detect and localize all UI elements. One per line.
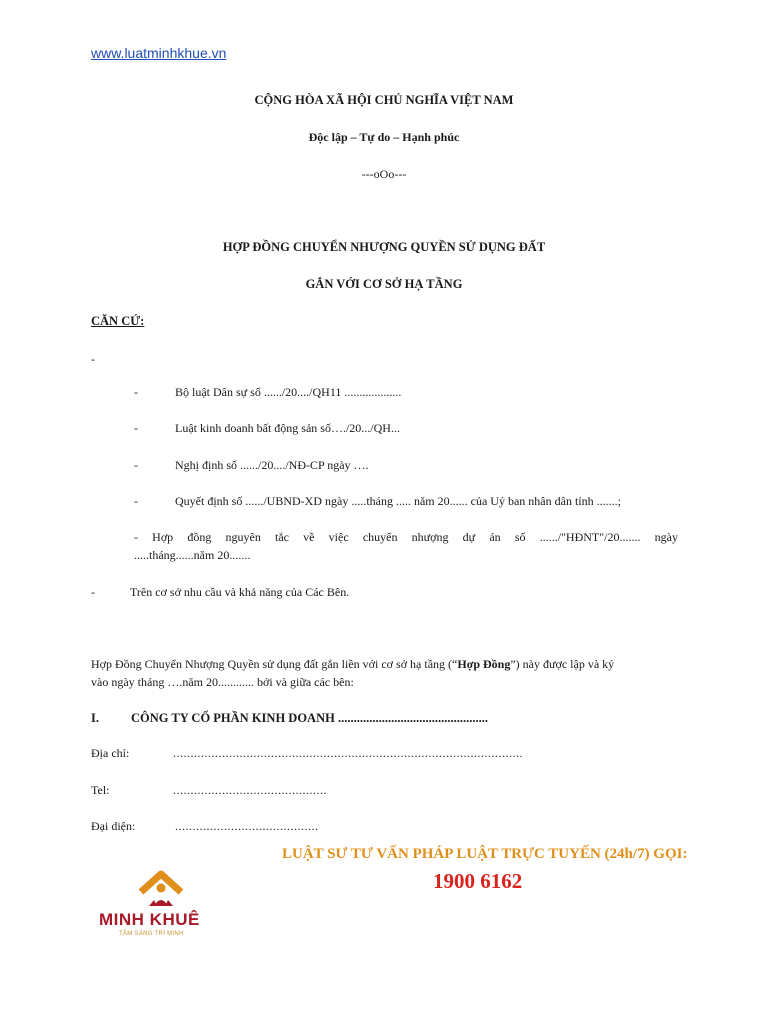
contract-title-line1: HỢP ĐỒNG CHUYỂN NHƯỢNG QUYỀN SỬ DỤNG ĐẤT: [222, 240, 546, 254]
basis-heading: CĂN CỨ:: [91, 314, 145, 328]
logo-name: MINH KHUÊ: [99, 910, 200, 929]
party-name: CÔNG TY CỔ PHẦN KINH DOANH ................................................: [131, 711, 488, 725]
contract-title-line2: GẮN VỚI CƠ SỞ HẠ TẦNG: [305, 277, 463, 291]
nation-title: CỘNG HÒA XÃ HỘI CHỦ NGHĨA VIỆT NAM: [254, 93, 514, 107]
address-value: ....................................................................................................: [173, 746, 523, 760]
list-item: Quyết định số ....../UBND-XD ngày .....tháng ..... năm 20...... của Uỷ ban nhân dân tỉnh .......;: [175, 494, 621, 508]
needs-text: Trên cơ sở nhu cầu và khả năng của Các Bên.: [130, 585, 350, 599]
list-item: Luật kinh doanh bất động sản số…./20.../QH...: [175, 421, 400, 435]
company-logo: [91, 862, 231, 944]
intro-line1: [91, 657, 681, 672]
separator: ---oOo---: [361, 167, 407, 181]
logo-emblem-icon: [91, 862, 231, 912]
address-label: Địa chỉ:: [91, 746, 130, 760]
intro-bold-term: Hợp Đồng: [457, 657, 511, 671]
needs-dash: -: [91, 585, 95, 599]
intro-line2: vào ngày tháng ….năm 20............ bởi và giữa các bên:: [91, 675, 354, 689]
list-item-dash: -: [134, 385, 138, 399]
list-item: Bộ luật Dân sự số ....../20..../QH11 ...................: [175, 385, 402, 399]
logo-tagline: TÂM SÁNG TRÍ MINH: [119, 931, 184, 937]
party-number: I.: [91, 711, 99, 725]
list-item-dash: -: [134, 494, 138, 508]
lone-dash: -: [91, 352, 95, 366]
website-link[interactable]: www.luatminhkhue.vn: [91, 45, 227, 61]
representative-label: Đại diện:: [91, 819, 136, 833]
intro-text: Hợp Đồng Chuyển Nhượng Quyền sử dụng đất gắn liền với cơ sở hạ tầng (“: [91, 657, 458, 671]
tel-label: Tel:: [91, 783, 110, 797]
contract-item-line2: .....tháng......năm 20.......: [134, 548, 251, 562]
hotline-number[interactable]: 1900 6162: [433, 869, 523, 893]
list-item-dash: -: [134, 458, 138, 472]
list-item-dash: -: [134, 421, 138, 435]
tel-value: ............................................: [173, 783, 327, 797]
intro-text: ”) này được lập và ký: [510, 657, 615, 671]
representative-value: .........................................: [175, 819, 319, 833]
motto: Độc lập – Tự do – Hạnh phúc: [308, 130, 460, 144]
list-item: Nghị định số ....../20..../NĐ-CP ngày ….: [175, 458, 369, 472]
consult-banner: LUẬT SƯ TƯ VẤN PHÁP LUẬT TRỰC TUYẾN (24h/7) GỌI:: [282, 846, 688, 862]
contract-item-line1: - Hợp đồng nguyên tắc về việc chuyển nhượng dự án số ....../"HĐNT"/20....... ngày: [134, 530, 678, 544]
